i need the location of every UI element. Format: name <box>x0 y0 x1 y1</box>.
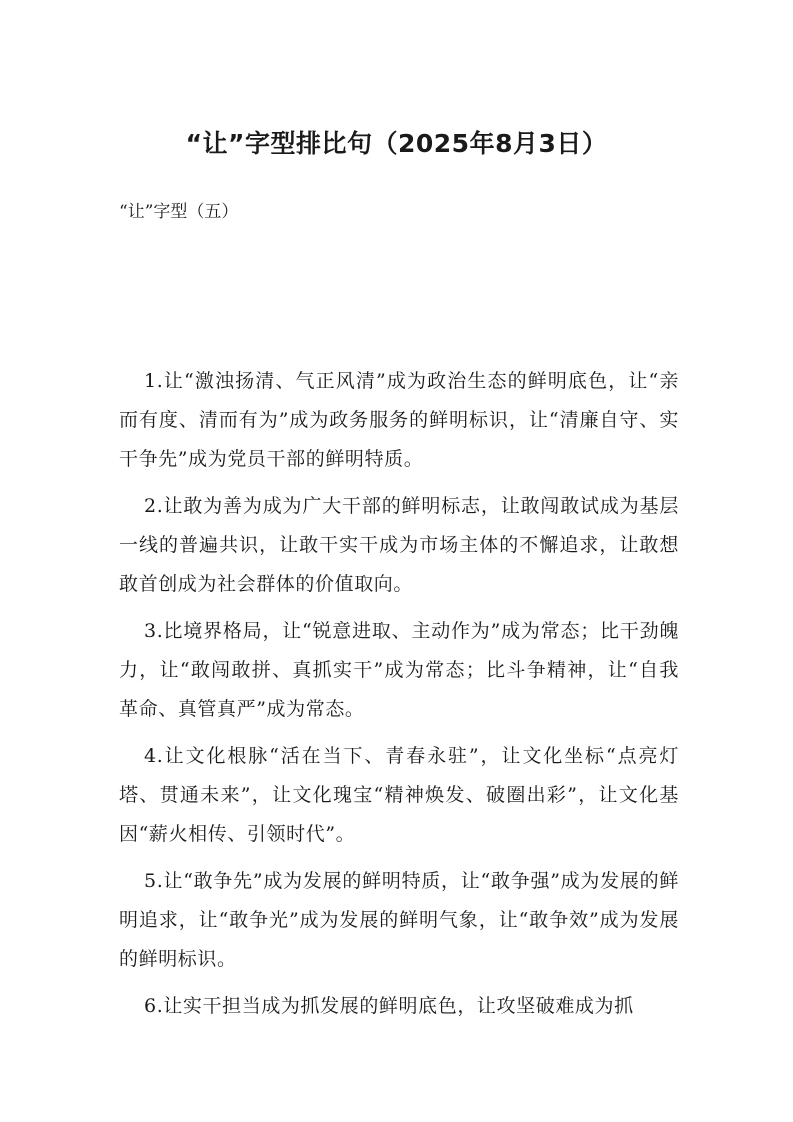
document-subtitle: “让”字型（五） <box>119 202 239 222</box>
document-title: “让”字型排比句（2025年8月3日） <box>185 129 608 158</box>
paragraph-1: 1.让“激浊扬清、气正风清”成为政治生态的鲜明底色，让“亲而有度、清而有为”成为政务服务的鲜明标识，让“清廉自守、实干争先”成为党员干部的鲜明特质。 <box>119 370 679 470</box>
paragraph-5: 5.让“敢争先”成为发展的鲜明特质，让“敢争强”成为发展的鲜明追求，让“敢争光”成为发展的鲜明气象，让“敢争效”成为发展的鲜明标识。 <box>119 870 679 970</box>
paragraph-3: 3.比境界格局，让“锐意进取、主动作为”成为常态；比干劲魄力，让“敢闯敢拼、真抓实干”成为常态；比斗争精神，让“自我革命、真管真严”成为常态。 <box>119 620 679 720</box>
paragraph-2: 2.让敢为善为成为广大干部的鲜明标志，让敢闯敢试成为基层一线的普遍共识，让敢干实干成为市场主体的不懈追求，让敢想敢首创成为社会群体的价值取向。 <box>119 495 679 595</box>
paragraph-6: 6.让实干担当成为抓发展的鲜明底色，让攻坚破难成为抓 <box>144 995 634 1017</box>
paragraph-4: 4.让文化根脉“活在当下、青春永驻”，让文化坐标“点亮灯塔、贯通未来”，让文化瑰宝“精神焕发、破圈出彩”，让文化基因“薪火相传、引领时代”。 <box>119 745 679 845</box>
document-body <box>119 362 679 1034</box>
